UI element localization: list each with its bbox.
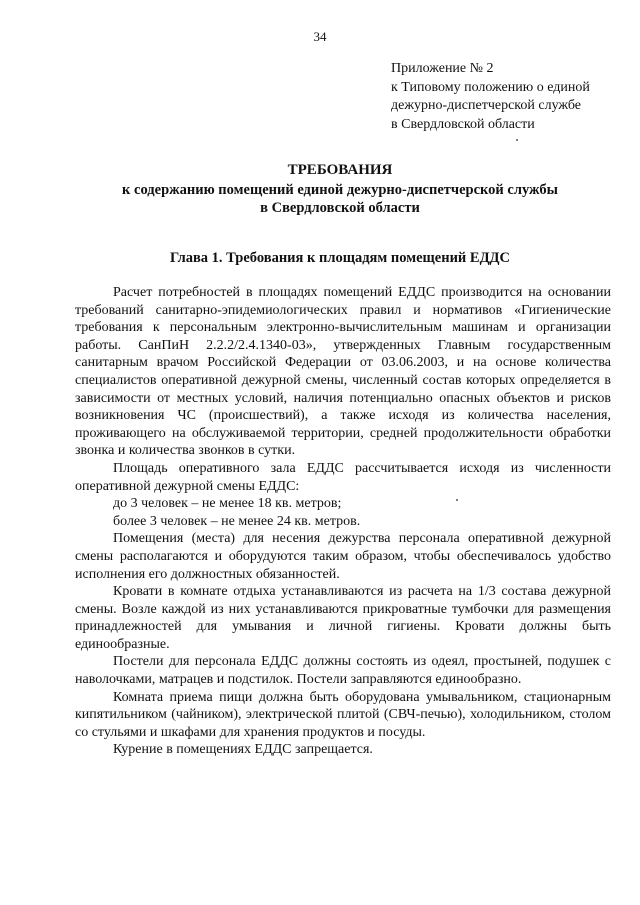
list-item: более 3 человек – не менее 24 кв. метров.: [113, 513, 361, 529]
annex-line: дежурно-диспетчерской службе: [391, 98, 582, 113]
paragraph: Комната приема пищи должна быть оборудована умывальником, стационарным кипятильником (чайником), электрической плитой (СВЧ-печью), холодильником, столом со стульями и шкафами для хранения продуктов и посуды.: [75, 689, 611, 740]
title-line: в Свердловской области: [260, 200, 420, 216]
paragraph: Кровати в комнате отдыха устанавливаются из расчета на 1/3 состава дежурной смены. Возле каждой из них устанавливаются прикроватные тумбочки для размещения принадлежностей для умывания и личной гигиены. Кровати должны быть единообразные.: [75, 584, 611, 652]
title-line: к содержанию помещений единой дежурно-диспетчерской службы: [122, 182, 558, 198]
document-title: [60, 161, 620, 217]
title-main: ТРЕБОВАНИЯ: [287, 162, 393, 178]
paragraph: Площадь оперативного зала ЕДДС рассчитывается исходя из численности оперативной дежурной смены ЕДДС:: [75, 460, 611, 494]
scan-speck: [456, 499, 458, 501]
scan-speck: [516, 139, 518, 141]
chapter-heading: Глава 1. Требования к площадям помещений ЕДДС: [170, 250, 510, 266]
annex-line: в Свердловской области: [391, 116, 535, 132]
paragraph: Постели для персонала ЕДДС должны состоять из одеял, простыней, подушек с наволочками, матрацев и подстилок. Постели заправляются единообразно.: [75, 654, 611, 688]
annex-line: к Типовому положению о единой: [391, 79, 590, 95]
paragraph: Расчет потребностей в площадях помещений ЕДДС производится на основании требований санитарно-эпидемиологических правил и нормативов «Гигиенические требования к персональным электронно-вычислительным машинам и организации работы. СанПиН 2.2.2/2.4.1340-03», утвержденных Главным государственным санитарным врачом Российской Федерации от 03.06.2003, и на основе количества специалистов оперативной дежурной смены, численный состав которых определяется в зависимости от местных условий, наличия потенциально опасных объектов и рисков возникновения ЧС (происшествий), а также исходя из количества населения, проживающего на обслуживаемой территории, средней продолжительности обработки звонка и количества звонков в сутки.: [75, 285, 611, 459]
annex-line: Приложение № 2: [391, 61, 494, 76]
page-number: 34: [313, 29, 327, 44]
annex-block: [391, 60, 631, 134]
paragraph: Помещения (места) для несения дежурства персонала оперативной дежурной смены располагаются и оборудуются таким образом, чтобы обеспечивалось удобство исполнения его должностных обязанностей.: [75, 531, 611, 582]
body-text: [75, 284, 611, 759]
list-item: до 3 человек – не менее 18 кв. метров;: [113, 496, 342, 512]
paragraph: Курение в помещениях ЕДДС запрещается.: [113, 742, 373, 758]
